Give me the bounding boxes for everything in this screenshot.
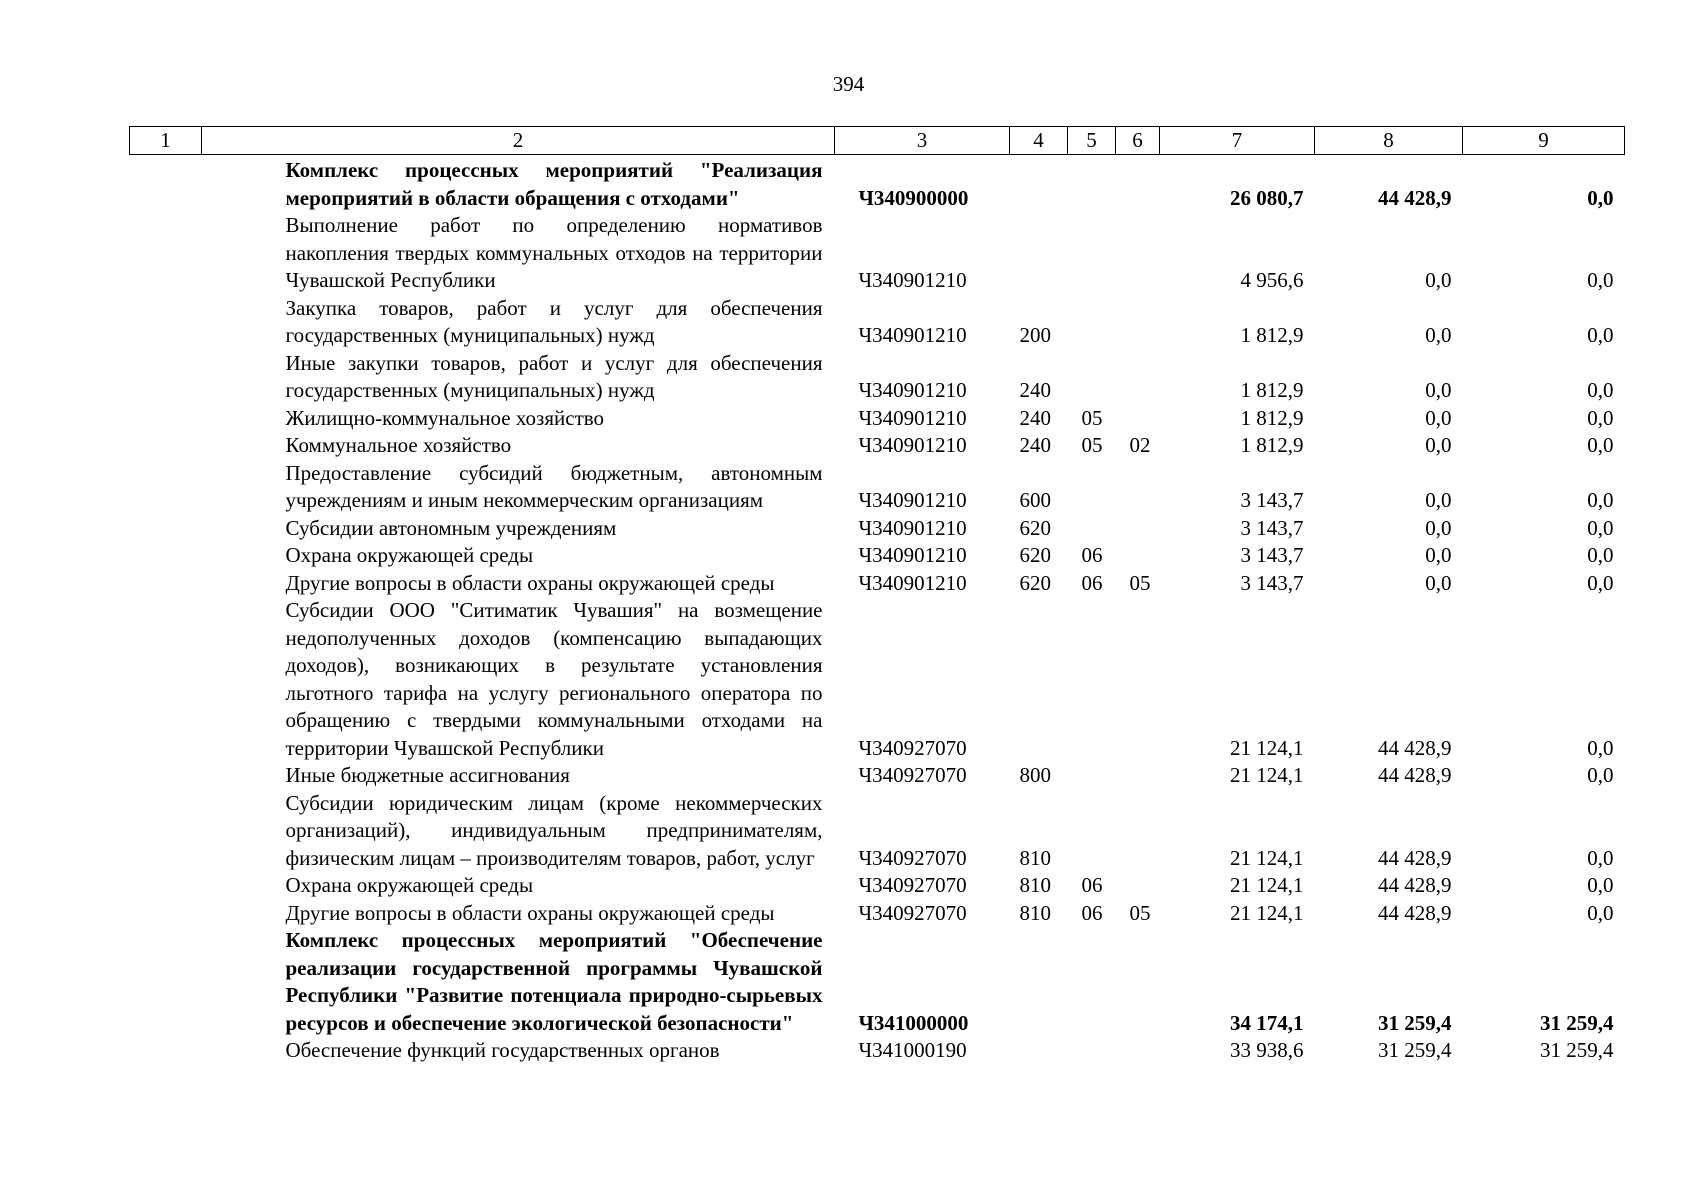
section-cell (1068, 295, 1116, 350)
column-header: 7 (1160, 127, 1315, 155)
expense-type-cell (1010, 155, 1068, 213)
subsection-cell (1116, 597, 1160, 762)
item-name-cell: Субсидии автономным учреждениям (285, 515, 617, 540)
table-row (130, 405, 1625, 433)
expense-type-cell: 240 (1019, 433, 1051, 457)
target-code-cell: Ч340901210 (858, 378, 967, 402)
spacer-cell (130, 927, 202, 1037)
amount-col7-cell: 1 812,9 (1240, 323, 1304, 347)
subsection-cell (1116, 927, 1160, 1037)
section-cell (1068, 212, 1116, 295)
target-code-cell: Ч340927070 (858, 735, 967, 760)
amount-col7-cell: 34 174,1 (1230, 1010, 1304, 1035)
section-cell (1068, 515, 1116, 543)
spacer-cell (130, 515, 202, 543)
amount-col8-cell: 0,0 (1425, 405, 1452, 430)
subsection-cell (1116, 872, 1160, 900)
subsection-cell (1116, 790, 1160, 873)
table-row (130, 872, 1625, 900)
subsection-cell (1116, 350, 1160, 405)
table-row (130, 515, 1625, 543)
column-header: 4 (1010, 127, 1068, 155)
section-cell: 06 (1081, 570, 1103, 595)
amount-col8-cell: 44 428,9 (1378, 735, 1452, 760)
table-row (130, 597, 1625, 762)
table-row (130, 1037, 1625, 1065)
section-cell: 05 (1081, 433, 1103, 457)
amount-col8-cell: 0,0 (1425, 433, 1452, 457)
column-header: 1 (130, 127, 202, 155)
amount-col7-cell: 21 124,1 (1230, 735, 1304, 760)
table-row (130, 295, 1625, 350)
target-code-cell: Ч340927070 (858, 763, 967, 787)
target-code-cell: Ч340901210 (858, 433, 967, 457)
subsection-cell (1116, 295, 1160, 350)
column-header: 2 (202, 127, 835, 155)
expense-type-cell: 600 (1019, 488, 1051, 512)
section-cell (1068, 762, 1116, 790)
target-code-cell: Ч340901210 (858, 268, 967, 292)
spacer-cell (130, 155, 202, 213)
item-name-cell: Закупка товаров, работ и услуг для обеспечения государственных (муниципальных) нужд (285, 295, 823, 347)
column-header: 9 (1463, 127, 1625, 155)
target-code-cell: Ч341000190 (858, 1038, 967, 1062)
expense-type-cell: 810 (1019, 900, 1051, 925)
target-code-cell: Ч340900000 (858, 185, 969, 210)
item-name-cell: Охрана окружающей среды (285, 543, 534, 567)
expense-type-cell: 620 (1019, 543, 1051, 567)
expense-type-cell (1010, 927, 1068, 1037)
amount-col7-cell: 33 938,6 (1230, 1038, 1304, 1062)
target-code-cell: Ч340927070 (858, 900, 967, 925)
section-cell (1068, 1037, 1116, 1065)
section-cell (1068, 155, 1116, 213)
item-name-cell: Предоставление субсидий бюджетным, автономным учреждениям и иным некоммерческим организациям (285, 460, 823, 512)
spacer-cell (130, 432, 202, 460)
amount-col7-cell: 4 956,6 (1240, 268, 1304, 292)
amount-col9-cell: 31 259,4 (1540, 1038, 1614, 1062)
amount-col8-cell: 0,0 (1425, 488, 1452, 512)
expense-type-cell: 810 (1019, 873, 1051, 897)
expense-type-cell (1010, 597, 1068, 762)
table-row (130, 460, 1625, 515)
target-code-cell: Ч340901210 (858, 570, 967, 595)
table-row (130, 155, 1625, 213)
section-cell (1068, 790, 1116, 873)
amount-col7-cell: 21 124,1 (1230, 900, 1304, 925)
expense-type-cell: 810 (1019, 845, 1051, 870)
table-row (130, 432, 1625, 460)
spacer-cell (130, 295, 202, 350)
amount-col8-cell: 44 428,9 (1378, 873, 1452, 897)
section-cell (1068, 597, 1116, 762)
amount-col7-cell: 26 080,7 (1230, 185, 1304, 210)
amount-col9-cell: 0,0 (1587, 543, 1614, 567)
subsection-cell (1116, 155, 1160, 213)
table-row (130, 350, 1625, 405)
amount-col9-cell: 0,0 (1587, 185, 1614, 210)
column-header: 8 (1315, 127, 1463, 155)
spacer-cell (130, 900, 202, 928)
spacer-cell (130, 350, 202, 405)
subsection-cell (1116, 542, 1160, 570)
expense-type-cell: 620 (1019, 570, 1051, 595)
subsection-cell (1116, 515, 1160, 543)
target-code-cell: Ч341000000 (858, 1010, 969, 1035)
item-name-cell: Другие вопросы в области охраны окружающей среды (285, 570, 775, 595)
amount-col7-cell: 1 812,9 (1240, 378, 1304, 402)
expense-type-cell: 800 (1019, 763, 1051, 787)
table-row (130, 900, 1625, 928)
table-header-row (130, 127, 1625, 155)
item-name-cell: Жилищно-коммунальное хозяйство (285, 405, 605, 430)
target-code-cell: Ч340901210 (858, 323, 967, 347)
amount-col9-cell: 31 259,4 (1540, 1010, 1614, 1035)
amount-col8-cell: 44 428,9 (1378, 845, 1452, 870)
expense-type-cell (1010, 212, 1068, 295)
spacer-cell (130, 872, 202, 900)
subsection-cell (1116, 460, 1160, 515)
expense-type-cell: 200 (1019, 323, 1051, 347)
item-name-cell: Субсидии юридическим лицам (кроме некоммерческих организаций), индивидуальным предпринимателям, физическим лицам – производителям товаров, работ, услуг (285, 790, 823, 870)
amount-col9-cell: 0,0 (1587, 845, 1614, 870)
amount-col8-cell: 0,0 (1425, 570, 1452, 595)
amount-col7-cell: 1 812,9 (1240, 433, 1304, 457)
amount-col8-cell: 0,0 (1425, 268, 1452, 292)
amount-col9-cell: 0,0 (1587, 488, 1614, 512)
amount-col8-cell: 44 428,9 (1378, 185, 1452, 210)
expense-type-cell: 240 (1019, 405, 1051, 430)
spacer-cell (130, 1037, 202, 1065)
spacer-cell (130, 212, 202, 295)
spacer-cell (130, 405, 202, 433)
amount-col9-cell: 0,0 (1587, 378, 1614, 402)
target-code-cell: Ч340901210 (858, 543, 967, 567)
spacer-cell (130, 762, 202, 790)
expense-type-cell: 240 (1019, 378, 1051, 402)
spacer-cell (130, 597, 202, 762)
section-cell: 06 (1081, 900, 1103, 925)
amount-col7-cell: 21 124,1 (1230, 873, 1304, 897)
table-row (130, 542, 1625, 570)
spacer-cell (130, 790, 202, 873)
subsection-cell: 05 (1129, 570, 1151, 595)
amount-col8-cell: 0,0 (1425, 515, 1452, 540)
item-name-cell: Субсидии ООО "Ситиматик Чувашия" на возмещение недополученных доходов (компенсацию выпадающих доходов), возникающих в результате установления льготного тарифа на услугу регионального оператора по обращению с твердыми коммунальными отходами на территории Чувашской Республики (285, 598, 823, 760)
amount-col7-cell: 3 143,7 (1240, 488, 1304, 512)
amount-col7-cell: 3 143,7 (1240, 543, 1304, 567)
amount-col8-cell: 0,0 (1425, 378, 1452, 402)
subsection-cell (1116, 762, 1160, 790)
amount-col8-cell: 44 428,9 (1378, 763, 1452, 787)
amount-col7-cell: 3 143,7 (1240, 570, 1304, 595)
amount-col8-cell: 31 259,4 (1378, 1010, 1452, 1035)
subsection-cell (1116, 212, 1160, 295)
item-name-cell: Комплекс процессных мероприятий "Обеспечение реализации государственной программы Чувашской Республики "Развитие потенциала природно-сырьевых ресурсов и обеспечение экологической безопасности" (285, 928, 823, 1035)
amount-col9-cell: 0,0 (1587, 735, 1614, 760)
amount-col8-cell: 44 428,9 (1378, 900, 1452, 925)
table-row (130, 570, 1625, 598)
expense-type-cell: 620 (1019, 515, 1051, 540)
amount-col9-cell: 0,0 (1587, 268, 1614, 292)
table-body (130, 155, 1625, 1065)
spacer-cell (130, 542, 202, 570)
column-header: 5 (1068, 127, 1116, 155)
amount-col9-cell: 0,0 (1587, 323, 1614, 347)
item-name-cell: Коммунальное хозяйство (285, 433, 512, 457)
target-code-cell: Ч340927070 (858, 845, 967, 870)
amount-col9-cell: 0,0 (1587, 900, 1614, 925)
table-row (130, 762, 1625, 790)
page-number: 394 (832, 72, 865, 96)
item-name-cell: Другие вопросы в области охраны окружающей среды (285, 900, 775, 925)
amount-col8-cell: 31 259,4 (1378, 1038, 1452, 1062)
amount-col9-cell: 0,0 (1587, 763, 1614, 787)
amount-col9-cell: 0,0 (1587, 515, 1614, 540)
item-name-cell: Иные закупки товаров, работ и услуг для обеспечения государственных (муниципальных) нужд (285, 350, 823, 402)
section-cell: 06 (1081, 543, 1103, 567)
table-row (130, 212, 1625, 295)
spacer-cell (130, 570, 202, 598)
item-name-cell: Комплекс процессных мероприятий "Реализация мероприятий в области обращения с отходами" (285, 158, 823, 210)
amount-col7-cell: 21 124,1 (1230, 845, 1304, 870)
table-row (130, 927, 1625, 1037)
section-cell: 05 (1081, 405, 1103, 430)
amount-col7-cell: 3 143,7 (1240, 515, 1304, 540)
amount-col7-cell: 21 124,1 (1230, 763, 1304, 787)
item-name-cell: Охрана окружающей среды (285, 873, 534, 897)
item-name-cell: Иные бюджетные ассигнования (285, 763, 570, 787)
amount-col9-cell: 0,0 (1587, 570, 1614, 595)
item-name-cell: Выполнение работ по определению нормативов накопления твердых коммунальных отходов на территории Чувашской Республики (285, 213, 823, 292)
expense-type-cell (1010, 1037, 1068, 1065)
amount-col7-cell: 1 812,9 (1240, 405, 1304, 430)
column-header: 3 (835, 127, 1010, 155)
subsection-cell: 02 (1129, 433, 1151, 457)
target-code-cell: Ч340901210 (858, 488, 967, 512)
item-name-cell: Обеспечение функций государственных органов (285, 1038, 720, 1062)
amount-col8-cell: 0,0 (1425, 323, 1452, 347)
section-cell (1068, 350, 1116, 405)
target-code-cell: Ч340901210 (858, 405, 967, 430)
amount-col9-cell: 0,0 (1587, 873, 1614, 897)
section-cell: 06 (1081, 873, 1103, 897)
amount-col9-cell: 0,0 (1587, 433, 1614, 457)
subsection-cell: 05 (1129, 900, 1151, 925)
subsection-cell (1116, 405, 1160, 433)
budget-table (129, 126, 1625, 1065)
spacer-cell (130, 460, 202, 515)
section-cell (1068, 460, 1116, 515)
table-row (130, 790, 1625, 873)
target-code-cell: Ч340901210 (858, 515, 967, 540)
subsection-cell (1116, 1037, 1160, 1065)
target-code-cell: Ч340927070 (858, 873, 967, 897)
section-cell (1068, 927, 1116, 1037)
amount-col9-cell: 0,0 (1587, 405, 1614, 430)
column-header: 6 (1116, 127, 1160, 155)
amount-col8-cell: 0,0 (1425, 543, 1452, 567)
